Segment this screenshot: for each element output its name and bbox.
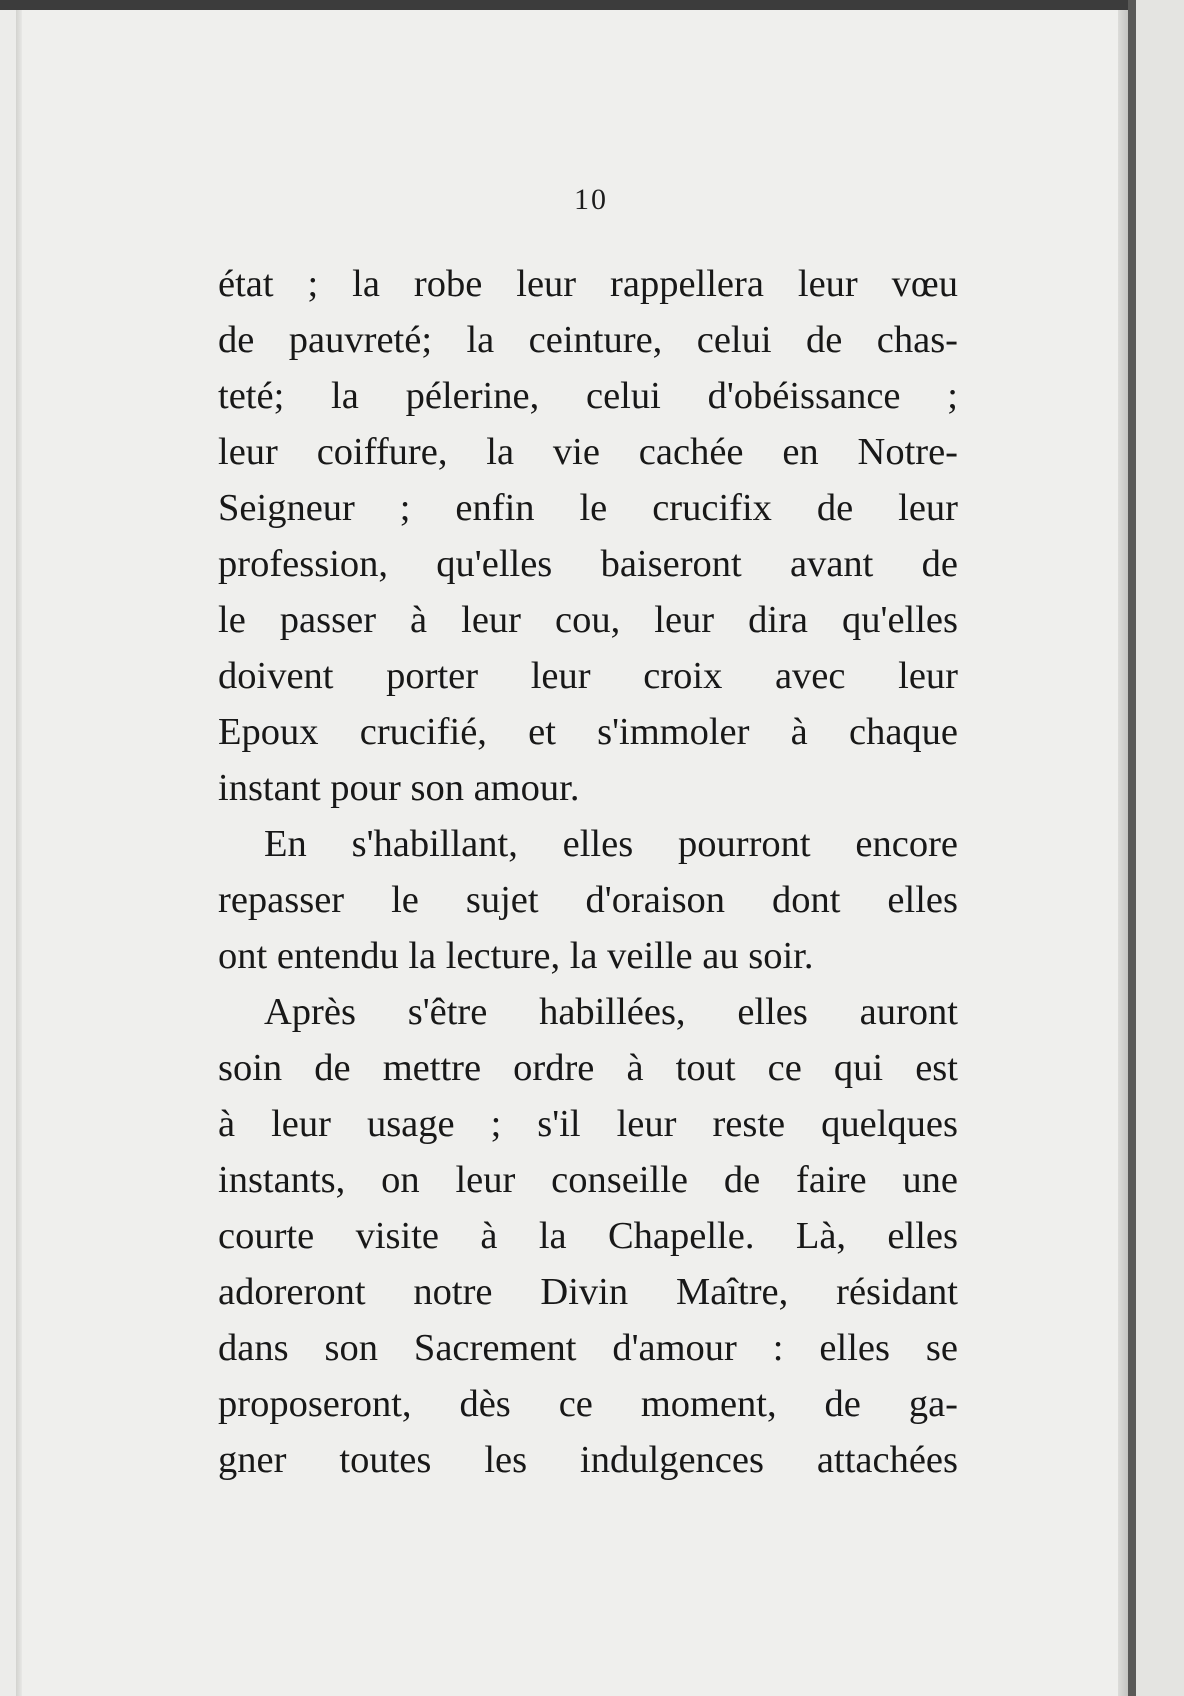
scan-top-edge	[0, 0, 1184, 10]
text-line: courte visite à la Chapelle. Là, elles	[218, 1215, 958, 1257]
scan-right-margin	[1136, 0, 1184, 1696]
page-number	[0, 183, 1184, 217]
text-line: proposeront, dès ce moment, de ga-	[218, 1383, 958, 1425]
text-line: Après s'être habillées, elles auront	[264, 991, 958, 1033]
text-line: instant pour son amour.	[218, 767, 580, 809]
text-line: doivent porter leur croix avec leur	[218, 655, 958, 697]
text-line: état ; la robe leur rappellera leur vœu	[218, 263, 958, 305]
text-line: Epoux crucifié, et s'immoler à chaque	[218, 711, 958, 753]
text-line: soin de mettre ordre à tout ce qui est	[218, 1047, 958, 1089]
text-line: leur coiffure, la vie cachée en Notre-	[218, 431, 958, 473]
text-line: ont entendu la lecture, la veille au soir.	[218, 935, 814, 977]
text-line: En s'habillant, elles pourront encore	[264, 823, 958, 865]
binding-line	[1128, 0, 1136, 1696]
text-line: gner toutes les indulgences attachées	[218, 1439, 958, 1481]
body-text	[218, 256, 958, 1488]
page-number-text: 10	[574, 183, 608, 216]
text-line: adoreront notre Divin Maître, résidant	[218, 1271, 958, 1313]
text-line: à leur usage ; s'il leur reste quelques	[218, 1103, 958, 1145]
text-line: Seigneur ; enfin le crucifix de leur	[218, 487, 958, 529]
text-line: repasser le sujet d'oraison dont elles	[218, 879, 958, 921]
text-line: le passer à leur cou, leur dira qu'elles	[218, 599, 958, 641]
text-line: dans son Sacrement d'amour : elles se	[218, 1327, 958, 1369]
text-line: teté; la pélerine, celui d'obéissance ;	[218, 375, 958, 417]
text-line: de pauvreté; la ceinture, celui de chas-	[218, 319, 958, 361]
page-right-edge	[1118, 10, 1128, 1696]
text-line: instants, on leur conseille de faire une	[218, 1159, 958, 1201]
text-line: profession, qu'elles baiseront avant de	[218, 543, 958, 585]
